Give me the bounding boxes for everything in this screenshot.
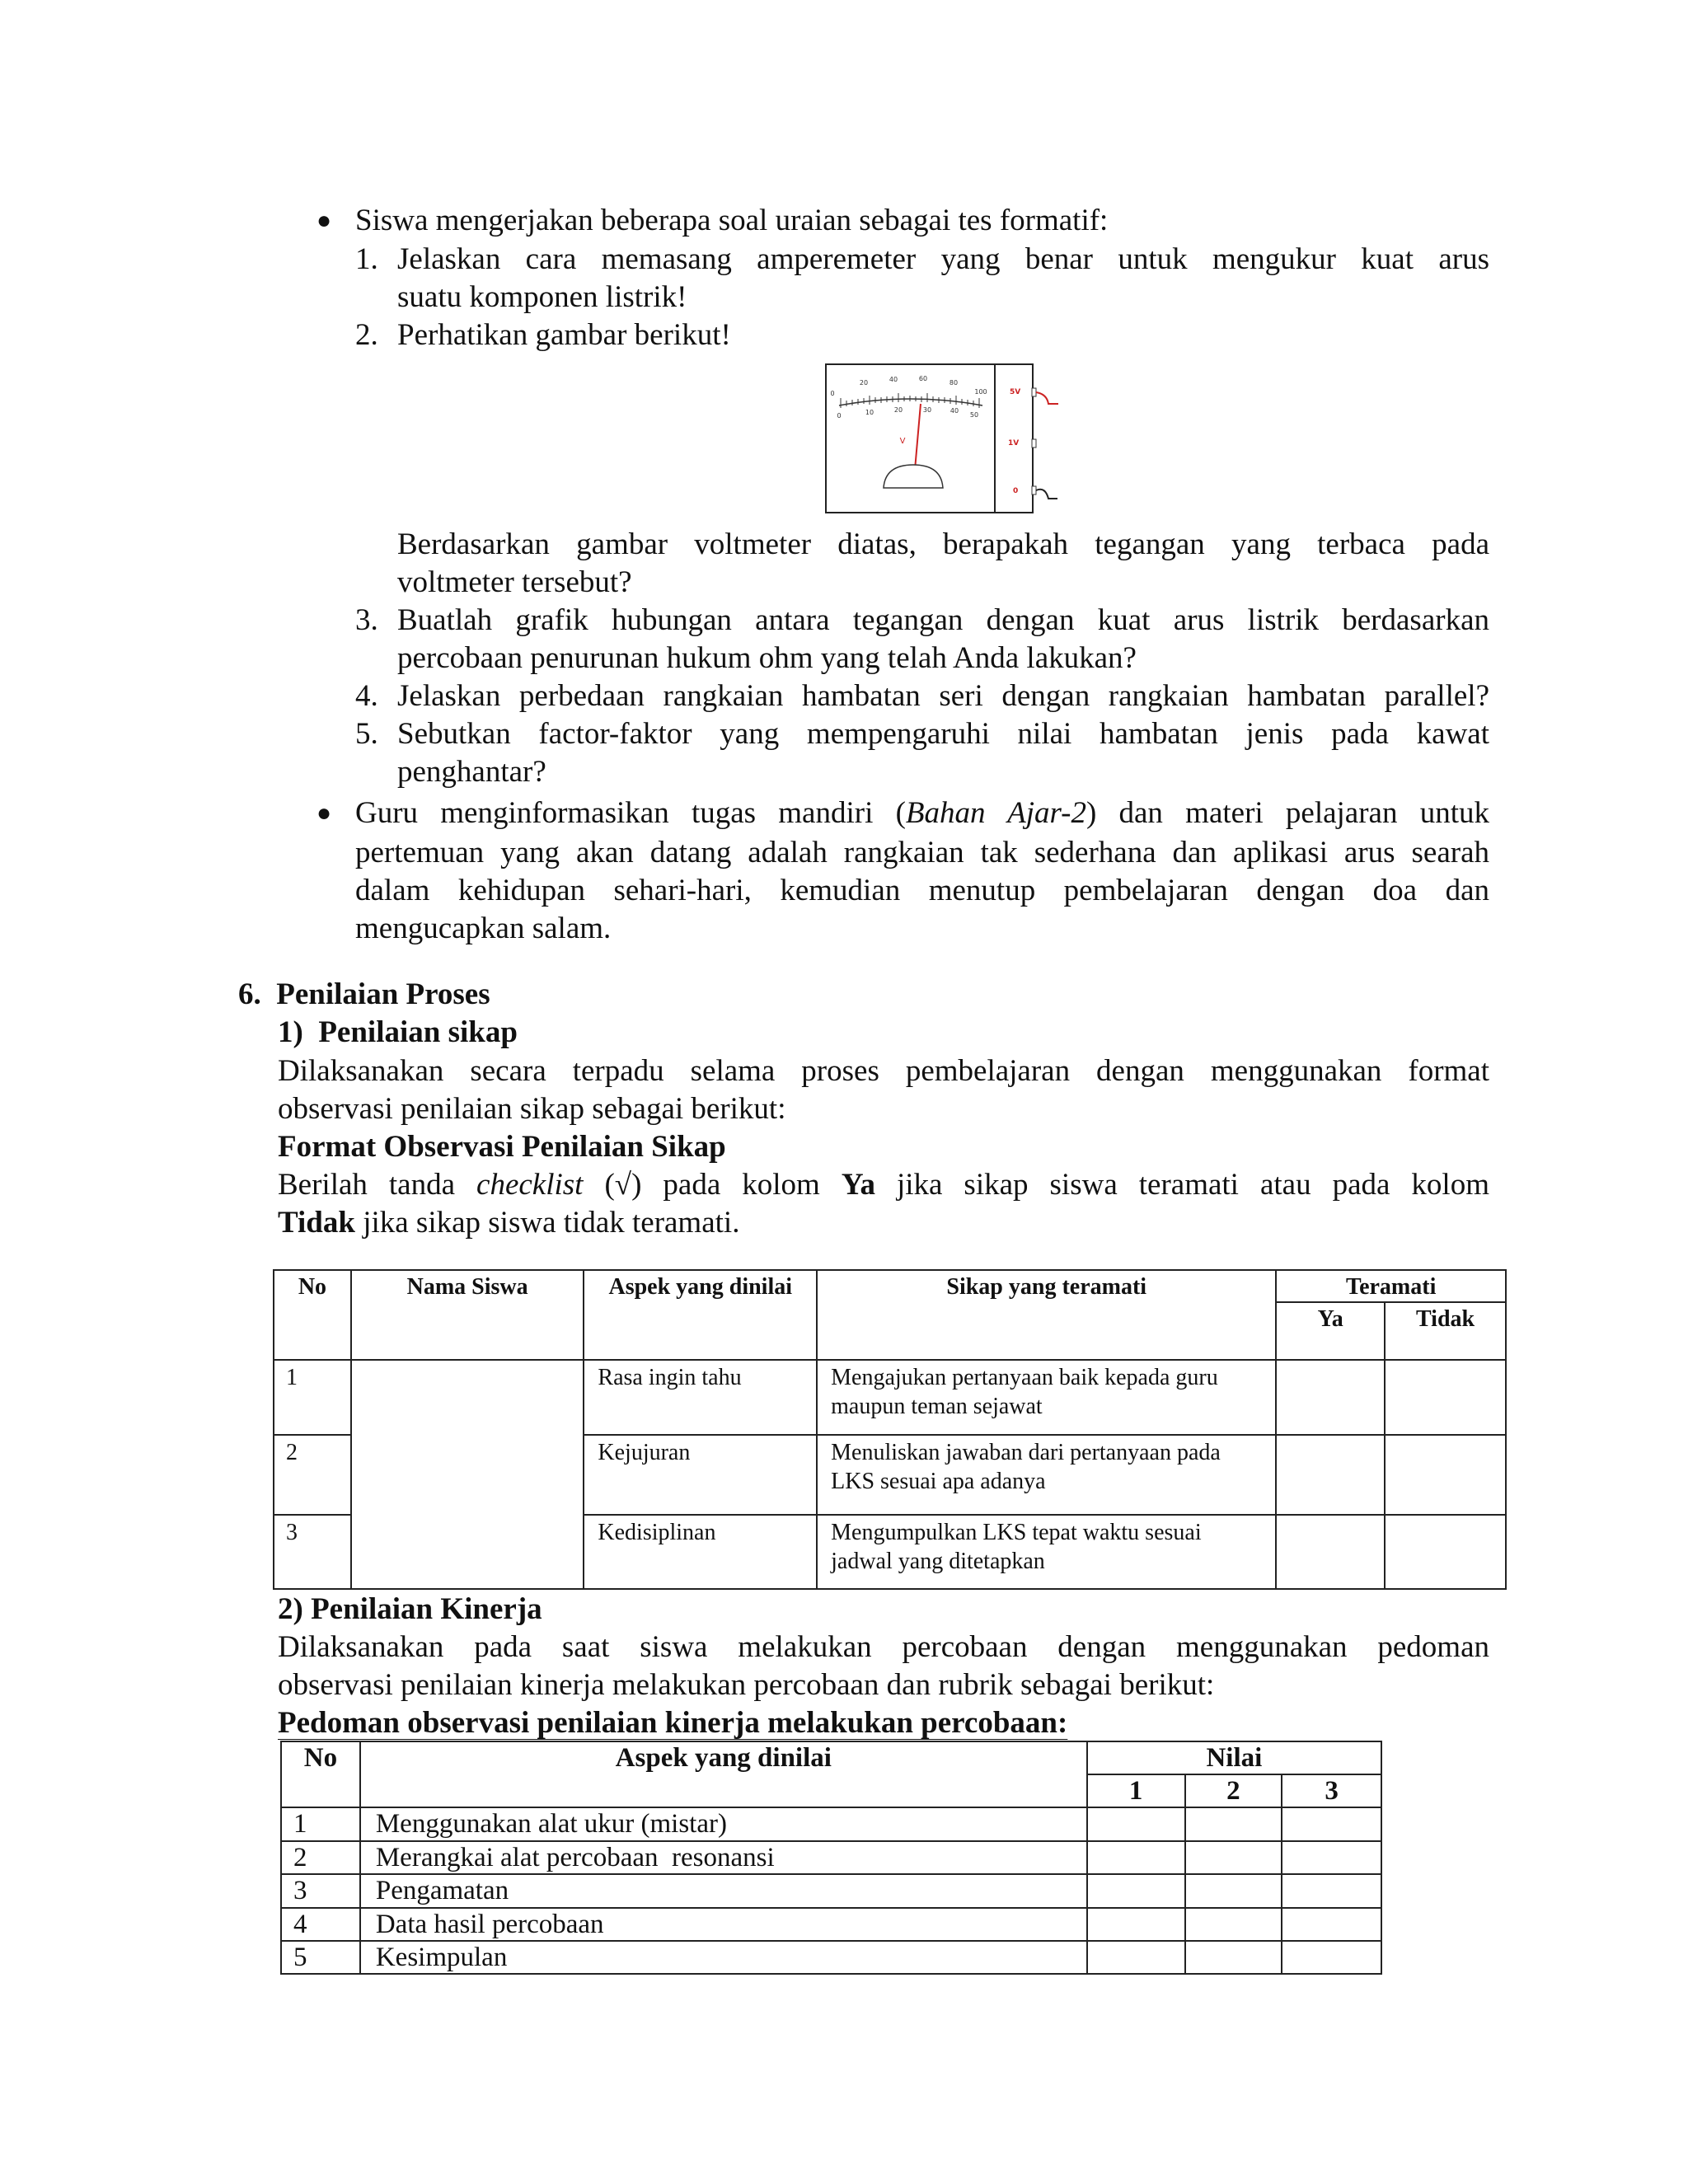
score-cell[interactable] <box>1185 1874 1282 1908</box>
row-no: 5 <box>281 1941 360 1974</box>
question-text: percobaan penurunan hukum ohm yang telah Anda lakukan? <box>397 641 1137 675</box>
bullet-icon: ● <box>316 207 332 234</box>
score-cell[interactable] <box>1282 1807 1381 1841</box>
paragraph-text: Dilaksanakan secara terpadu selama proses pembelajaran dengan menggunakan format <box>278 1054 1489 1088</box>
row-no: 3 <box>274 1515 351 1589</box>
score-cell[interactable] <box>1087 1807 1185 1841</box>
bullet-text: Siswa mengerjakan beberapa soal uraian sebagai tes formatif: <box>355 204 1109 237</box>
scale-top-100: 100 <box>974 388 987 396</box>
scale-top-40: 40 <box>889 376 898 383</box>
score-cell[interactable] <box>1087 1941 1185 1974</box>
scale-top-60: 60 <box>918 375 928 382</box>
row-aspek: Merangkai alat percobaan resonansi <box>360 1841 1087 1874</box>
row-aspek: Kesimpulan <box>360 1941 1087 1974</box>
row-sikap: Mengajukan pertanyaan baik kepada guru maupun teman sejawat <box>817 1360 1276 1435</box>
list-number: 1. <box>355 242 378 276</box>
checkbox-tidak[interactable] <box>1385 1515 1506 1589</box>
list-number: 3. <box>355 603 378 637</box>
checkbox-tidak[interactable] <box>1385 1360 1506 1435</box>
question-text: Buatlah grafik hubungan antara tegangan dengan kuat arus listrik berdasarkan <box>397 603 1489 637</box>
score-cell[interactable] <box>1282 1941 1381 1974</box>
row-no: 2 <box>281 1841 360 1874</box>
terminal-0: 0 <box>1013 487 1019 495</box>
voltmeter-figure <box>824 363 1071 515</box>
table-row <box>281 1807 1381 1841</box>
header-nilai-3: 3 <box>1282 1774 1381 1807</box>
question-text: Perhatikan gambar berikut! <box>397 318 731 352</box>
score-cell[interactable] <box>1185 1807 1282 1841</box>
row-no: 1 <box>281 1807 360 1841</box>
header-nama: Nama Siswa <box>351 1270 584 1360</box>
performance-table <box>280 1741 1382 1975</box>
header-teramati: Teramati <box>1276 1270 1506 1302</box>
bullet-text: Guru menginformasikan tugas mandiri (Bahan Ajar-2) dan materi pelajaran untuk <box>355 796 1489 830</box>
row-aspek: Kedisiplinan <box>584 1515 817 1589</box>
table-row <box>274 1360 1506 1435</box>
question-text: Jelaskan perbedaan rangkaian hambatan seri dengan rangkaian hambatan parallel? <box>397 679 1489 713</box>
score-cell[interactable] <box>1087 1874 1185 1908</box>
table-row <box>281 1908 1381 1941</box>
row-aspek: Data hasil percobaan <box>360 1908 1087 1941</box>
header-nilai-1: 1 <box>1087 1774 1185 1807</box>
header-nilai: Nilai <box>1087 1741 1381 1774</box>
score-cell[interactable] <box>1185 1841 1282 1874</box>
list-number: 5. <box>355 717 378 751</box>
instruction-text: Tidak jika sikap siswa tidak teramati. <box>278 1206 740 1240</box>
question-text: Jelaskan cara memasang amperemeter yang benar untuk mengukur kuat arus <box>397 242 1489 276</box>
scale-bottom-40: 40 <box>950 407 959 415</box>
row-no: 1 <box>274 1360 351 1435</box>
score-cell[interactable] <box>1185 1941 1282 1974</box>
checkbox-ya[interactable] <box>1276 1360 1385 1435</box>
question-text: penghantar? <box>397 755 546 789</box>
row-no: 3 <box>281 1874 360 1908</box>
row-aspek: Menggunakan alat ukur (mistar) <box>360 1807 1087 1841</box>
scale-bottom-20: 20 <box>893 406 903 414</box>
list-number: 4. <box>355 679 378 713</box>
format-title: Format Observasi Penilaian Sikap <box>278 1130 726 1164</box>
header-sikap: Sikap yang teramati <box>817 1270 1276 1360</box>
row-no: 4 <box>281 1908 360 1941</box>
question-text: voltmeter tersebut? <box>397 565 632 599</box>
row-aspek: Rasa ingin tahu <box>584 1360 817 1435</box>
bullet-text: dalam kehidupan sehari-hari, kemudian menutup pembelajaran dengan doa dan <box>355 874 1489 907</box>
scale-bottom-10: 10 <box>865 409 874 416</box>
score-cell[interactable] <box>1282 1908 1381 1941</box>
scale-bottom-50: 50 <box>969 411 979 419</box>
terminal-1v: 1V <box>1008 439 1020 448</box>
section-heading: 6. Penilaian Proses <box>238 977 490 1011</box>
checkbox-ya[interactable] <box>1276 1515 1385 1589</box>
header-tidak: Tidak <box>1385 1302 1506 1360</box>
header-no: No <box>274 1270 351 1360</box>
table-row <box>281 1941 1381 1974</box>
score-cell[interactable] <box>1087 1908 1185 1941</box>
header-aspek: Aspek yang dinilai <box>584 1270 817 1360</box>
question-text: Sebutkan factor-faktor yang mempengaruhi nilai hambatan jenis pada kawat <box>397 717 1489 751</box>
scale-top-80: 80 <box>949 379 959 387</box>
row-sikap: Menuliskan jawaban dari pertanyaan pada LKS sesuai apa adanya <box>817 1435 1276 1515</box>
header-aspek: Aspek yang dinilai <box>360 1741 1087 1807</box>
checkbox-ya[interactable] <box>1276 1435 1385 1515</box>
subsection-heading: 1) Penilaian sikap <box>278 1015 518 1049</box>
table-row <box>281 1874 1381 1908</box>
score-cell[interactable] <box>1282 1874 1381 1908</box>
bullet-icon: ● <box>316 799 332 827</box>
list-number: 2. <box>355 318 378 352</box>
score-cell[interactable] <box>1185 1908 1282 1941</box>
bullet-text: mengucapkan salam. <box>355 912 612 945</box>
header-nilai-2: 2 <box>1185 1774 1282 1807</box>
checkbox-tidak[interactable] <box>1385 1435 1506 1515</box>
attitude-table <box>273 1269 1507 1590</box>
unit-label: V <box>899 437 906 446</box>
scale-top-0: 0 <box>830 390 835 397</box>
question-text: suatu komponen listrik! <box>397 280 687 314</box>
question-text: Berdasarkan gambar voltmeter diatas, berapakah tegangan yang terbaca pada <box>397 527 1489 561</box>
header-no: No <box>281 1741 360 1807</box>
row-aspek: Pengamatan <box>360 1874 1087 1908</box>
paragraph-text: observasi penilaian sikap sebagai berikut: <box>278 1092 786 1126</box>
bullet-text: pertemuan yang akan datang adalah rangkaian tak sederhana dan aplikasi arus searah <box>355 836 1489 869</box>
scale-bottom-30: 30 <box>922 406 932 414</box>
scale-top-20: 20 <box>859 379 869 387</box>
subsection-heading: 2) Penilaian Kinerja <box>278 1592 542 1626</box>
table-row <box>281 1841 1381 1874</box>
row-sikap: Mengumpulkan LKS tepat waktu sesuai jadwal yang ditetapkan <box>817 1515 1276 1589</box>
instruction-text: Berilah tanda checklist (√) pada kolom Ya jika sikap siswa teramati atau pada kolom <box>278 1168 1489 1202</box>
header-ya: Ya <box>1276 1302 1385 1360</box>
pedoman-title: Pedoman observasi penilaian kinerja melakukan percobaan: <box>278 1706 1068 1740</box>
paragraph-text: observasi penilaian kinerja melakukan percobaan dan rubrik sebagai berikut: <box>278 1668 1215 1702</box>
score-cell[interactable] <box>1282 1841 1381 1874</box>
row-no: 2 <box>274 1435 351 1515</box>
paragraph-text: Dilaksanakan pada saat siswa melakukan percobaan dengan menggunakan pedoman <box>278 1630 1489 1664</box>
score-cell[interactable] <box>1087 1841 1185 1874</box>
terminal-5v: 5V <box>1010 388 1021 396</box>
nama-siswa-cell[interactable] <box>351 1360 584 1589</box>
row-aspek: Kejujuran <box>584 1435 817 1515</box>
scale-bottom-0: 0 <box>837 412 842 419</box>
